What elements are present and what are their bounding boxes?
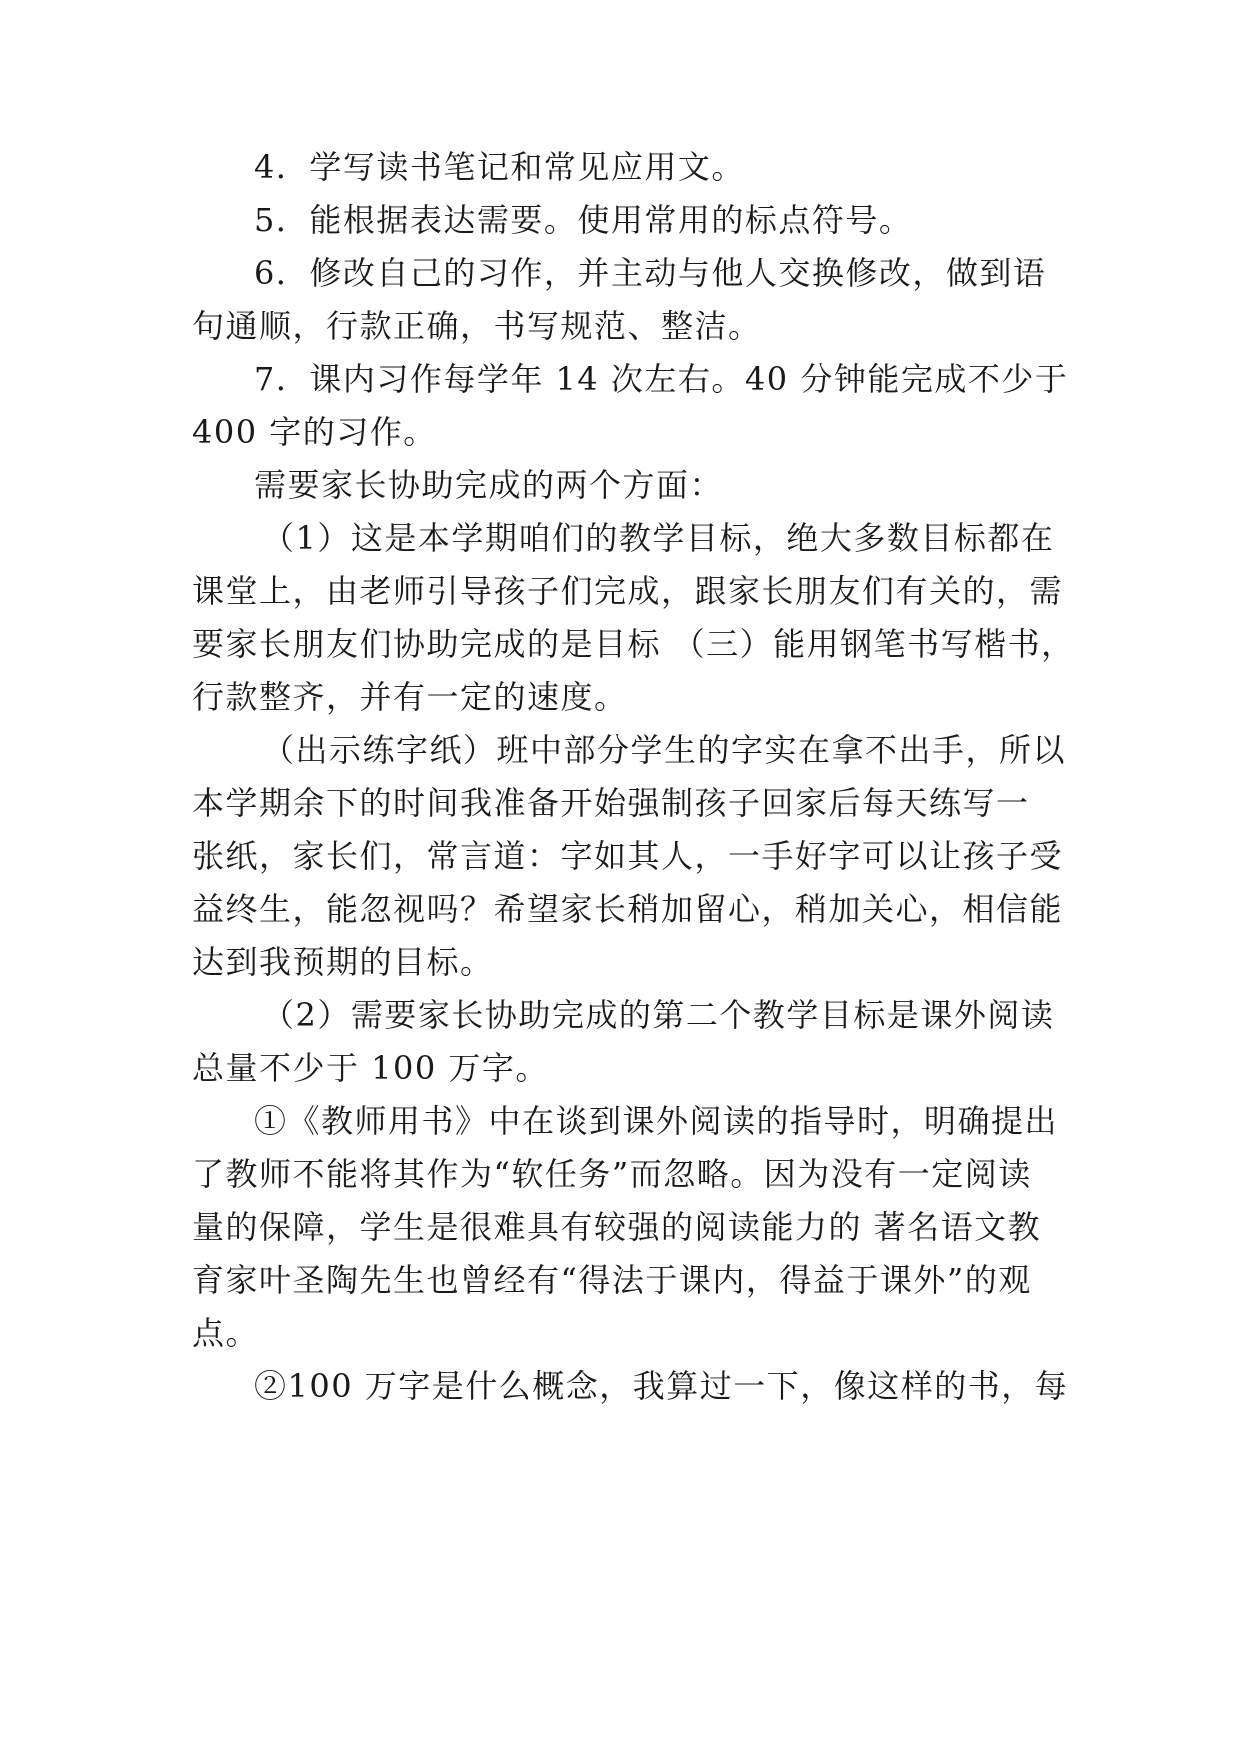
paragraph-line: 需要家长协助完成的两个方面： — [254, 466, 724, 504]
paragraph-line: 课堂上，由老师引导孩子们完成，跟家长朋友们有关的，需 — [192, 572, 1064, 610]
paragraph-line: 句通顺，行款正确，书写规范、整洁。 — [192, 307, 762, 345]
paragraph-line: 行款整齐，并有一定的速度。 — [192, 678, 628, 716]
paragraph-line: 点。 — [192, 1314, 260, 1352]
paragraph-line: 7．课内习作每学年 14 次左右。40 分钟能完成不少于 — [254, 360, 1069, 398]
paragraph-line: 400 字的习作。 — [192, 413, 437, 451]
paragraph-line: 张纸，家长们，常言道：字如其人，一手好字可以让孩子受 — [192, 837, 1064, 875]
paragraph-line: 4．学写读书笔记和常见应用文。 — [254, 148, 745, 186]
paragraph-line: 本学期余下的时间我准备开始强制孩子回家后每天练写一 — [192, 784, 1030, 822]
paragraph-line: 要家长朋友们协助完成的是目标 （三）能用钢笔书写楷书， — [192, 625, 1075, 663]
paragraph-line: （出示练字纸）班中部分学生的字实在拿不出手，所以 — [262, 731, 1067, 769]
paragraph-line: ②100 万字是什么概念，我算过一下，像这样的书，每 — [254, 1367, 1069, 1405]
paragraph-line: 达到我预期的目标。 — [192, 943, 494, 981]
paragraph-line: 育家叶圣陶先生也曾经有“得法于课内，得益于课外”的观 — [192, 1261, 1032, 1299]
paragraph-line: 5．能根据表达需要。使用常用的标点符号。 — [254, 201, 913, 239]
paragraph-line: 了教师不能将其作为“软任务”而忽略。因为没有一定阅读 — [192, 1155, 1032, 1193]
paragraph-line: （1）这是本学期咱们的教学目标，绝大多数目标都在 — [262, 519, 1055, 557]
paragraph-line: 总量不少于 100 万字。 — [192, 1049, 549, 1087]
paragraph-line: 益终生，能忽视吗？希望家长稍加留心，稍加关心，相信能 — [192, 890, 1064, 928]
paragraph-line: ①《教师用书》中在谈到课外阅读的指导时，明确提出 — [254, 1102, 1059, 1140]
paragraph-line: 6．修改自己的习作，并主动与他人交换修改，做到语 — [254, 254, 1047, 292]
paragraph-line: （2）需要家长协助完成的第二个教学目标是课外阅读 — [262, 996, 1055, 1034]
paragraph-line: 量的保障，学生是很难具有较强的阅读能力的 著名语文教 — [192, 1208, 1042, 1246]
